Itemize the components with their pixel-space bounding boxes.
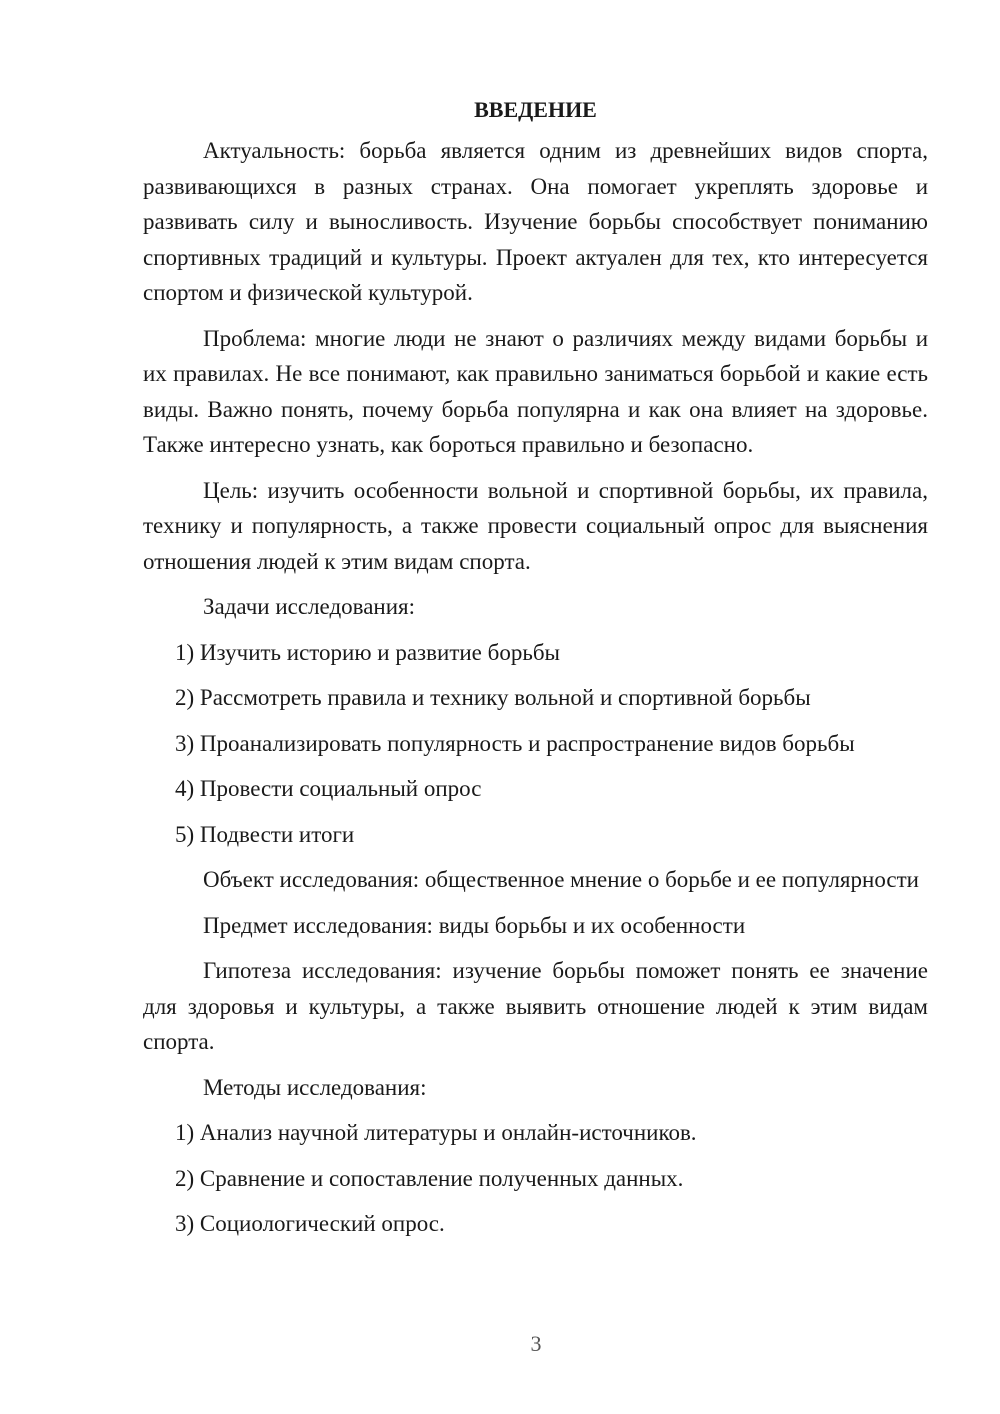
list-item: 4) Провести социальный опрос bbox=[175, 776, 482, 801]
page-number: 3 bbox=[530, 1331, 542, 1356]
methods-list bbox=[143, 1115, 928, 1242]
list-item: 3) Социологический опрос. bbox=[175, 1211, 445, 1236]
goal-paragraph: Цель: изучить особенности вольной и спортивной борьбы, их правила, технику и популярность, а также провести социальный опрос для выяснения отношения людей к этим видам спорта. bbox=[143, 477, 928, 574]
list-item: 2) Сравнение и сопоставление полученных данных. bbox=[175, 1165, 684, 1191]
tasks-list bbox=[143, 635, 928, 853]
problem-paragraph: Проблема: многие люди не знают о различиях между видами борьбы и их правилах. Не все понимают, как правильно заниматься борьбой и какие есть виды. Важно понять, почему борьба популярна и как она влияет на здоровье. Также интересно узнать, как бороться правильно и безопасно. bbox=[143, 325, 928, 457]
tasks-label: Задачи исследования: bbox=[203, 594, 416, 619]
subject-paragraph: Предмет исследования: виды борьбы и их особенности bbox=[203, 912, 746, 938]
object-paragraph: Объект исследования: общественное мнение о борьбе и ее популярности bbox=[203, 867, 919, 892]
relevance-paragraph: Актуальность: борьба является одним из древнейших видов спорта, развивающихся в разных странах. Она помогает укреплять здоровье и развивать силу и выносливость. Изучение борьбы способствует пониманию спортивных традиций и культуры. Проект актуален для тех, кто интересуется спортом и физической культурой. bbox=[143, 138, 928, 305]
list-item: 2) Рассмотреть правила и технику вольной и спортивной борьбы bbox=[175, 685, 811, 710]
list-item: 1) Анализ научной литературы и онлайн-источников. bbox=[175, 1120, 697, 1145]
hypothesis-paragraph: Гипотеза исследования: изучение борьбы поможет понять ее значение для здоровья и культуры, а также выявить отношение людей к этим видам спорта. bbox=[143, 958, 928, 1054]
list-item: 3) Проанализировать популярность и распространение видов борьбы bbox=[175, 730, 855, 756]
list-item: 1) Изучить историю и развитие борьбы bbox=[175, 639, 560, 665]
section-title: ВВЕДЕНИЕ bbox=[474, 97, 597, 122]
document-page bbox=[143, 92, 928, 1252]
methods-label: Методы исследования: bbox=[203, 1074, 427, 1100]
list-item: 5) Подвести итоги bbox=[175, 821, 355, 847]
